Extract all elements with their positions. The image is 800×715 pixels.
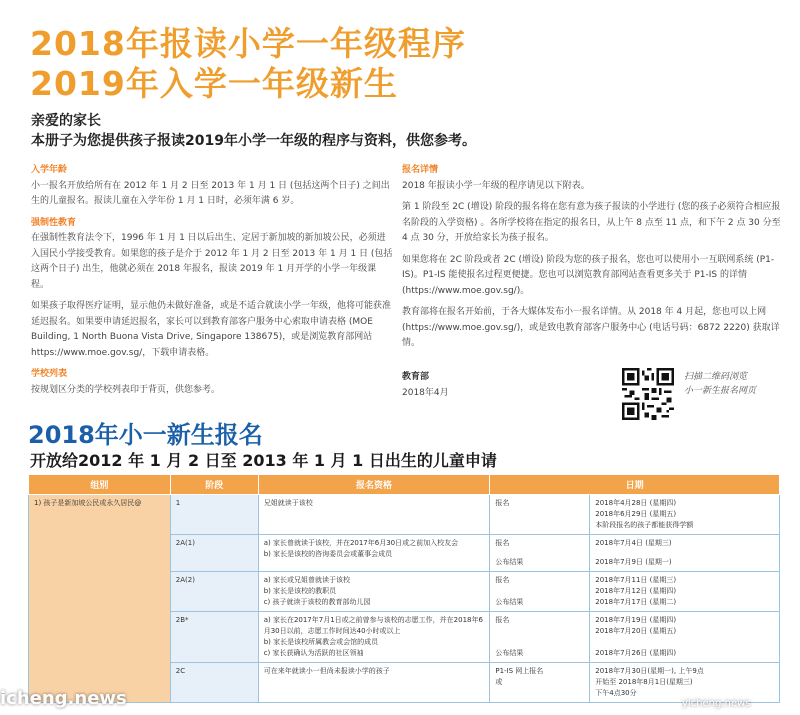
eligibility-item: c) 孩子就读于该校的教育部幼儿园 (263, 598, 371, 606)
section-subheading: 开放给2012 年 1 月 2 日至 2013 年 1 月 1 日出生的儿童申请 (30, 451, 497, 470)
reg-para-3: 如果您将在 2C 阶段或者 2C (增设) 阶段为您的孩子报名，您也可以使用小一互联网系统 (P1-IS)。P1-IS 能使报名过程更便捷。您也可以浏览教育部网站查看更多关于 P1-IS 的详情 (https://www.moe.gov.sg/)。 (402, 254, 775, 296)
right-column (402, 163, 782, 355)
header-group: 组别 (29, 475, 171, 495)
date-item: 2018年4月28日 (星期四) (595, 499, 677, 507)
date-item: 2018年7月4日 (星期三) (595, 539, 672, 547)
qr-caption-line2: 小一新生报名网页 (684, 386, 757, 396)
eligibility-item: b) 家长是该校的教职员 (263, 587, 337, 595)
action-item: 报名 (495, 576, 510, 584)
action-item: 报名 (495, 499, 510, 507)
eligibility-item: a) 家长在2017年7月1日或之前曾参与该校的志愿工作，并在2018年6月30日以前，志愿工作时间达40小时或以上 (263, 616, 483, 635)
dates-cell (590, 495, 780, 535)
header-eligibility: 报名资格 (258, 475, 490, 495)
eligibility-item: b) 家长是该校的咨询委员会或董事会成员 (263, 550, 393, 558)
section-title-schools: 学校列表 (31, 369, 68, 379)
section-heading: 2018年小一新生报名 (28, 421, 263, 449)
action-cell (490, 535, 590, 572)
watermark-left: icheng.news (0, 688, 127, 709)
dates-cell (590, 612, 780, 663)
section-text-compulsory: 在强制性教育法令下，1996 年 1 月 1 日以后出生、定居于新加坡的新加坡公民，必须进入国民小学接受教育。如果您的孩子是介于 2012 年 1 月 2 日至 2013 年 1 月 1 日 (包括这两个日子) 出生，他就必须在 2018 年报名，报读 2019 年 1 月开学的小学一年级课程。 (31, 233, 393, 290)
group-cell: 1) 孩子是新加坡公民或永久居民@ (29, 495, 171, 703)
action-item: 公布结果 (495, 558, 524, 566)
registration-table (28, 474, 780, 703)
stage-cell: 2A(2) (170, 572, 258, 612)
stage-cell: 2B* (170, 612, 258, 663)
date-item: 2018年7月30日(星期一), 上午9点 (595, 667, 704, 675)
eligibility-cell (258, 612, 490, 663)
watermark-right: yicheng.news (682, 698, 751, 709)
stage-cell: 1 (170, 495, 258, 535)
section-text-schools: 按规划区分类的学校列表印于背页，供您参考。 (31, 384, 221, 395)
dates-cell (590, 663, 780, 703)
header-dates: 日期 (490, 475, 780, 495)
date-item: 2018年7月20日 (星期五) (595, 627, 677, 635)
action-item: 公布结果 (495, 649, 524, 657)
eligibility-item: b) 家长是该校所属教会或会馆的成员 (263, 638, 379, 646)
qr-caption-line1: 扫描二维码浏览 (684, 372, 748, 382)
signature (402, 370, 449, 401)
eligibility-item: 兄姐就读于该校 (263, 499, 313, 507)
section-text-age: 小一报名开放给所有在 2012 年 1 月 2 日至 2013 年 1 月 1 日 (包括这两个日子) 之间出生的儿童报名。报读儿童在入学年份 1 月 1 日时，必须年满 6 岁。 (31, 180, 390, 206)
page-subtitle: 2019年入学一年级新生 (30, 64, 398, 103)
date-item: 开始至 2018年8月1日(星期三) (595, 678, 693, 686)
greeting: 亲爱的家长 (31, 113, 101, 129)
date-item: 2018年7月26日 (星期四) (595, 649, 677, 657)
action-item: P1-IS 网上报名 (495, 667, 544, 675)
stage-cell: 2A(1) (170, 535, 258, 572)
dates-cell (590, 572, 780, 612)
table-row (29, 495, 780, 535)
section-title-registration: 报名详情 (402, 165, 439, 175)
qr-code-icon[interactable] (622, 368, 674, 420)
qr-caption (684, 370, 756, 398)
intro-text: 本册子为您提供孩子报读2019年小学一年级的程序与资料，供您参考。 (31, 133, 476, 149)
eligibility-item: c) 家长获确认为活跃的社区领袖 (263, 649, 364, 657)
date-item: 2018年7月19日 (星期四) (595, 616, 677, 624)
reg-para-4: 教育部将在报名开始前，于各大媒体发布小一报名详情。从 2018 年 4 月起，您也可以上网 (https://www.moe.gov.sg/)，或是致电教育部客户服务中心 (电话号码：6872 2220) 获取详情。 (402, 307, 780, 348)
sig-date: 2018年4月 (402, 387, 449, 398)
section-text-deferment: 如果孩子取得医疗证明，显示他仍未做好准备，或是不适合就读小学一年级，他将可能获准延迟报名。如果要申请延迟报名，家长可以到教育部客户服务中心索取申请表格 (MOE Building, 1 North Buona Vista Drive, Singapore 138675)，或是浏览教育部网站https://www.moe.gov.sg/，下载申请表格。 (31, 301, 392, 358)
date-item: 2018年7月9日 (星期一) (595, 558, 672, 566)
action-cell (490, 663, 590, 703)
eligibility-item: a) 家长或兄姐曾就读于该校 (263, 576, 350, 584)
section-title-compulsory: 强制性教育 (31, 217, 77, 228)
action-cell (490, 495, 590, 535)
reg-para-1: 2018 年报读小学一年级的程序请见以下附表。 (402, 180, 590, 191)
date-item: 2018年7月17日 (星期二) (595, 598, 677, 606)
eligibility-cell (258, 495, 490, 535)
eligibility-cell (258, 535, 490, 572)
left-column (31, 163, 393, 401)
table-header-row (29, 475, 780, 495)
date-item: 2018年7月12日 (星期四) (595, 587, 677, 595)
eligibility-cell (258, 663, 490, 703)
reg-para-2: 第 1 阶段至 2C (增设) 阶段的报名将在您有意为孩子报读的小学进行 (您的孩子必须符合相应报名阶段的入学资格) 。各所学校将在指定的报名日，从上午 8 点至 11 点，和下午 2 点 30 分至 4 点 30 分，开放给家长为孩子报名。 (402, 202, 781, 243)
action-cell (490, 572, 590, 612)
action-item: 或 (495, 678, 503, 686)
date-item: 2018年6月29日 (星期五) (595, 510, 677, 518)
dates-cell (590, 535, 780, 572)
eligibility-item: a) 家长曾就读于该校，并在2017年6月30日或之前加入校友会 (263, 539, 459, 547)
sig-org: 教育部 (402, 372, 430, 382)
action-item: 公布结果 (495, 598, 524, 606)
date-item: 下午4点30分 (595, 689, 637, 697)
action-item: 报名 (495, 616, 510, 624)
action-cell (490, 612, 590, 663)
date-item: 2018年7月11日 (星期三) (595, 576, 677, 584)
action-item: 报名 (495, 539, 510, 547)
stage-cell: 2C (170, 663, 258, 703)
section-title-age: 入学年龄 (31, 165, 68, 175)
eligibility-cell (258, 572, 490, 612)
date-item: 本阶段报名的孩子都能获得学额 (595, 521, 694, 529)
page-title: 2018年报读小学一年级程序 (30, 24, 466, 63)
eligibility-item: 可在来年就读小一但尚未报读小学的孩子 (263, 667, 390, 675)
header-stage: 阶段 (170, 475, 258, 495)
